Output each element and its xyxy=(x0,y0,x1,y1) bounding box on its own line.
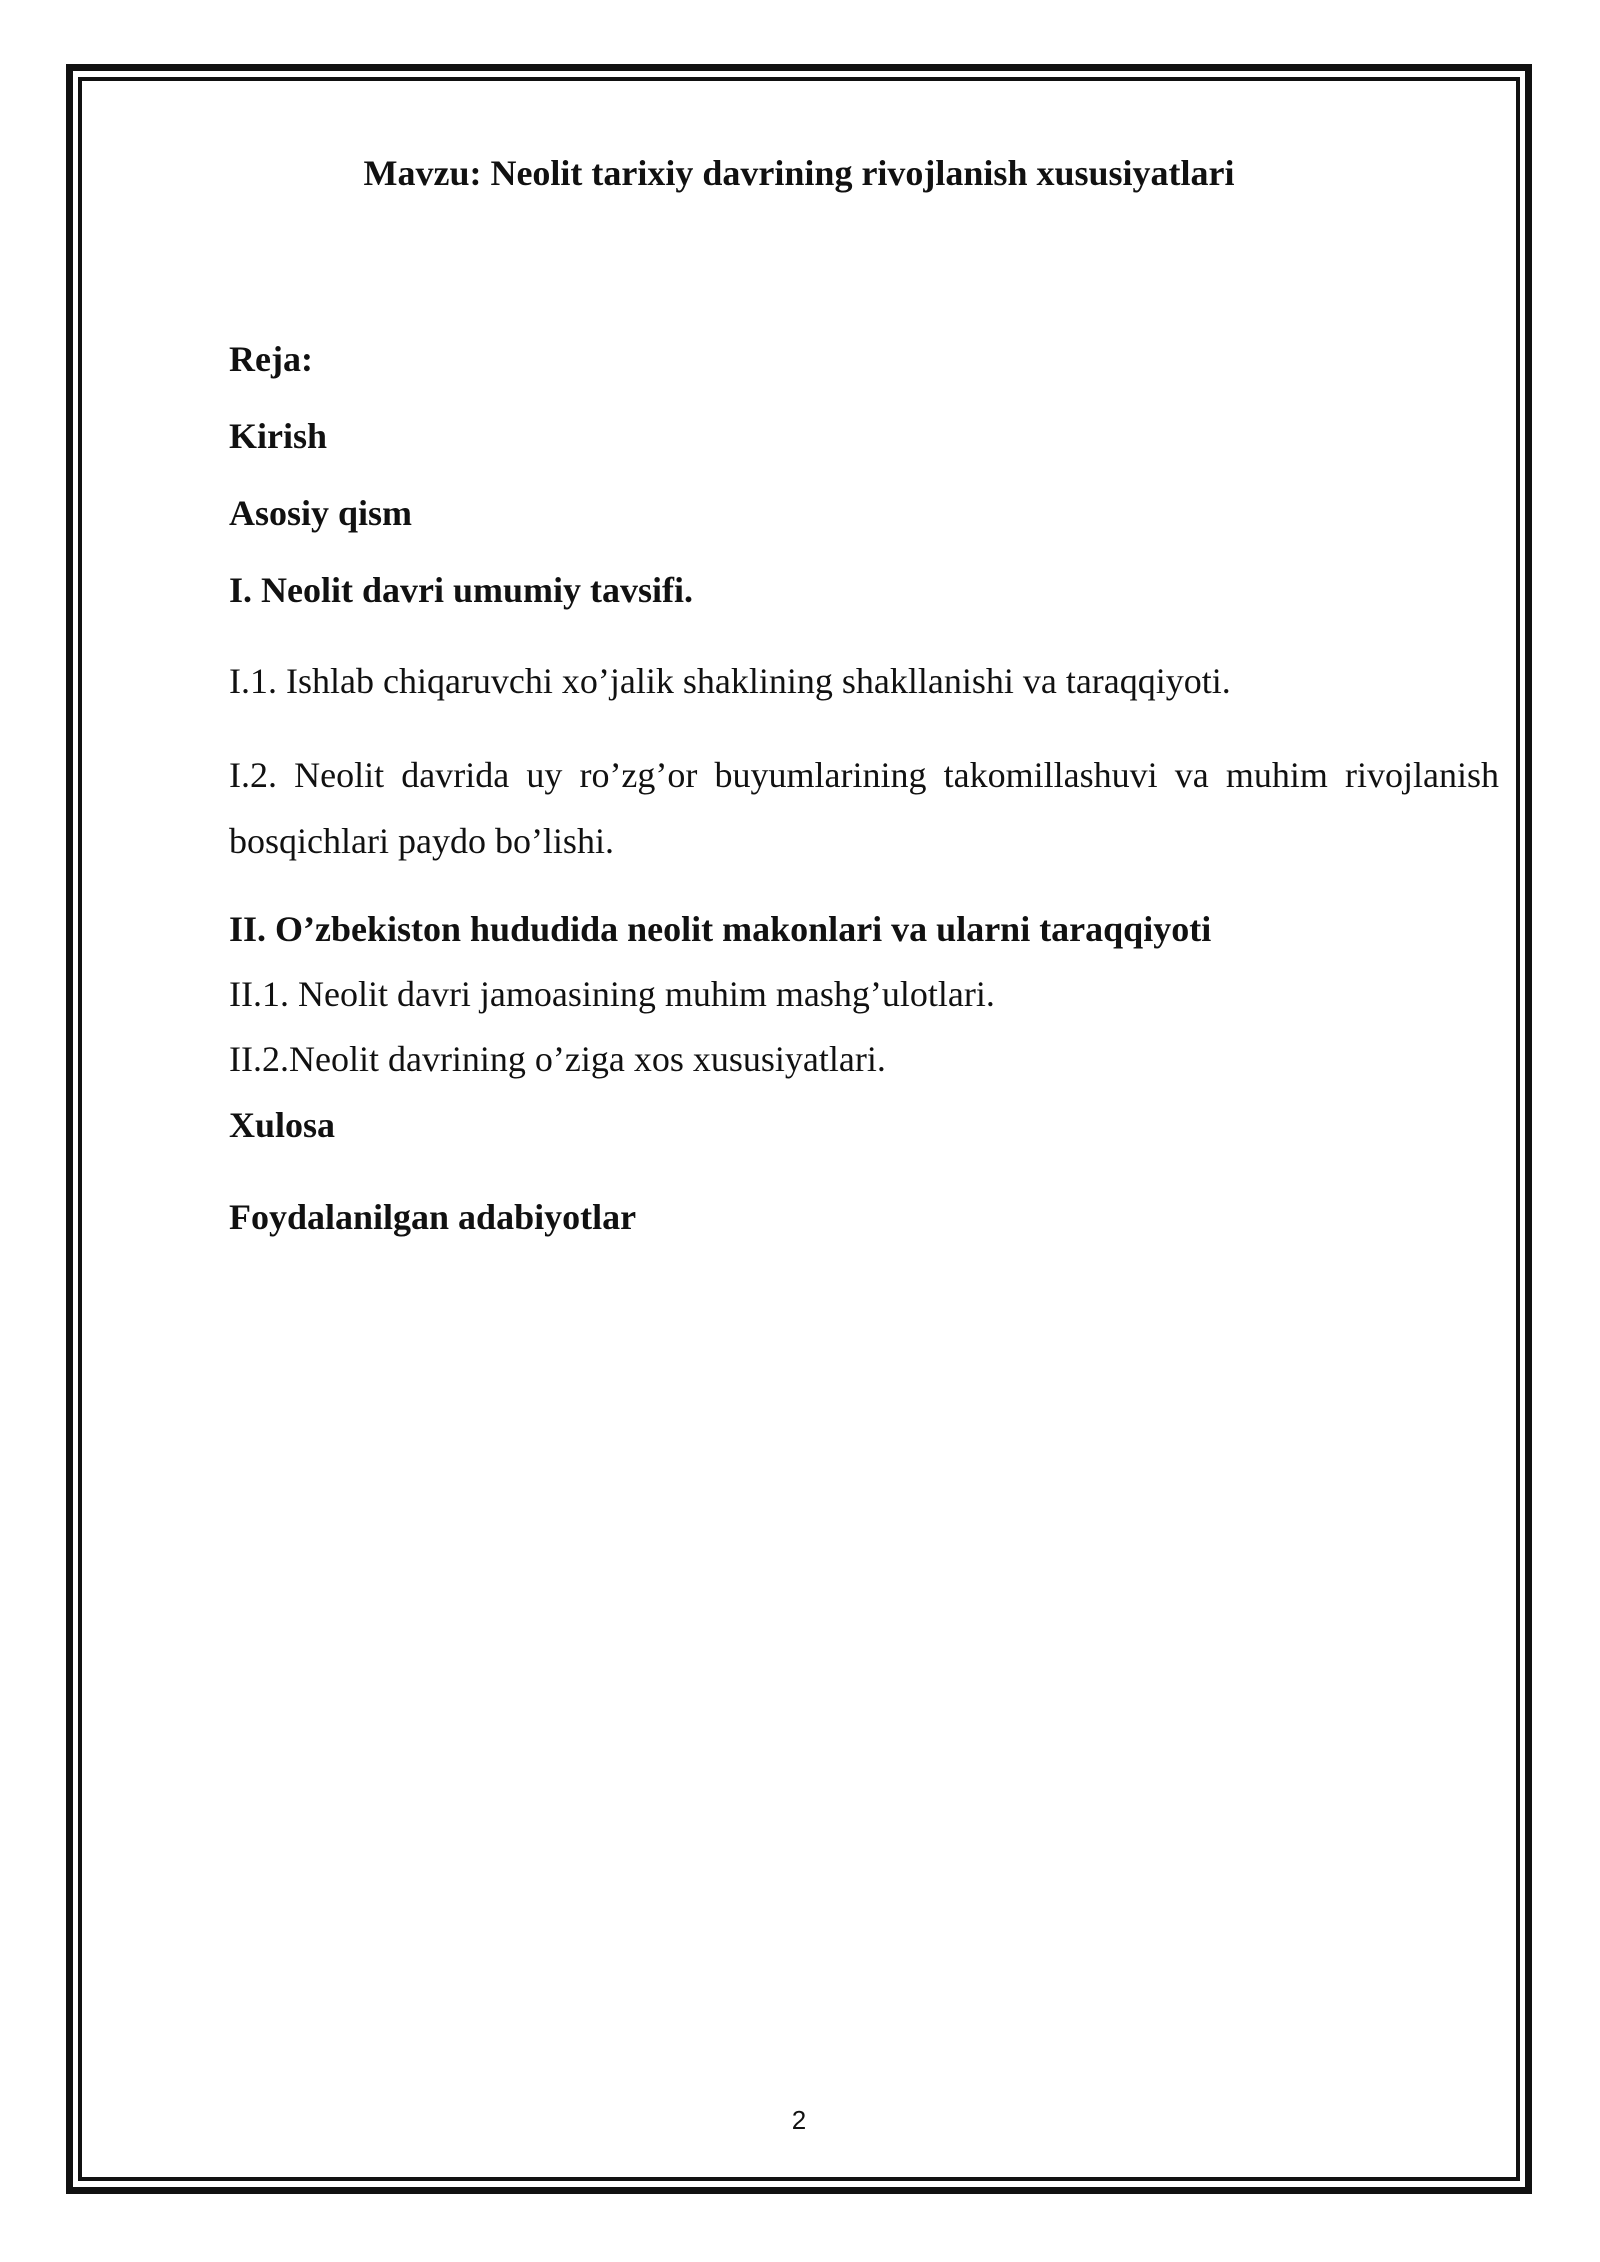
document-title: Mavzu: Neolit tarixiy davrining rivojlanish xususiyatlari xyxy=(363,153,1235,193)
section2-item1: II.1. Neolit davri jamoasining muhim mashg’ulotlari. xyxy=(229,974,995,1014)
section2-item2: II.2.Neolit davrining o’ziga xos xususiyatlari. xyxy=(229,1039,886,1079)
intro-item: Kirish xyxy=(229,416,328,456)
page-number: 2 xyxy=(791,2105,807,2135)
section1-heading: I. Neolit davri umumiy tavsifi. xyxy=(229,570,693,610)
section1-item1: I.1. Ishlab chiqaruvchi xo’jalik shaklining shakllanishi va taraqqiyoti. xyxy=(229,661,1231,701)
references-item: Foydalanilgan adabiyotlar xyxy=(229,1197,637,1237)
section1-item2: I.2. Neolit davrida uy ro’zg’or buyumlarining takomillashuvi va muhim rivojlanish bosqichlari paydo bo’lishi. xyxy=(229,755,1499,861)
conclusion-item: Xulosa xyxy=(229,1105,336,1145)
plan-heading: Reja: xyxy=(229,339,313,379)
main-part-item: Asosiy qism xyxy=(229,493,413,533)
section2-heading: II. O’zbekiston hududida neolit makonlari va ularni taraqqiyoti xyxy=(229,909,1212,949)
